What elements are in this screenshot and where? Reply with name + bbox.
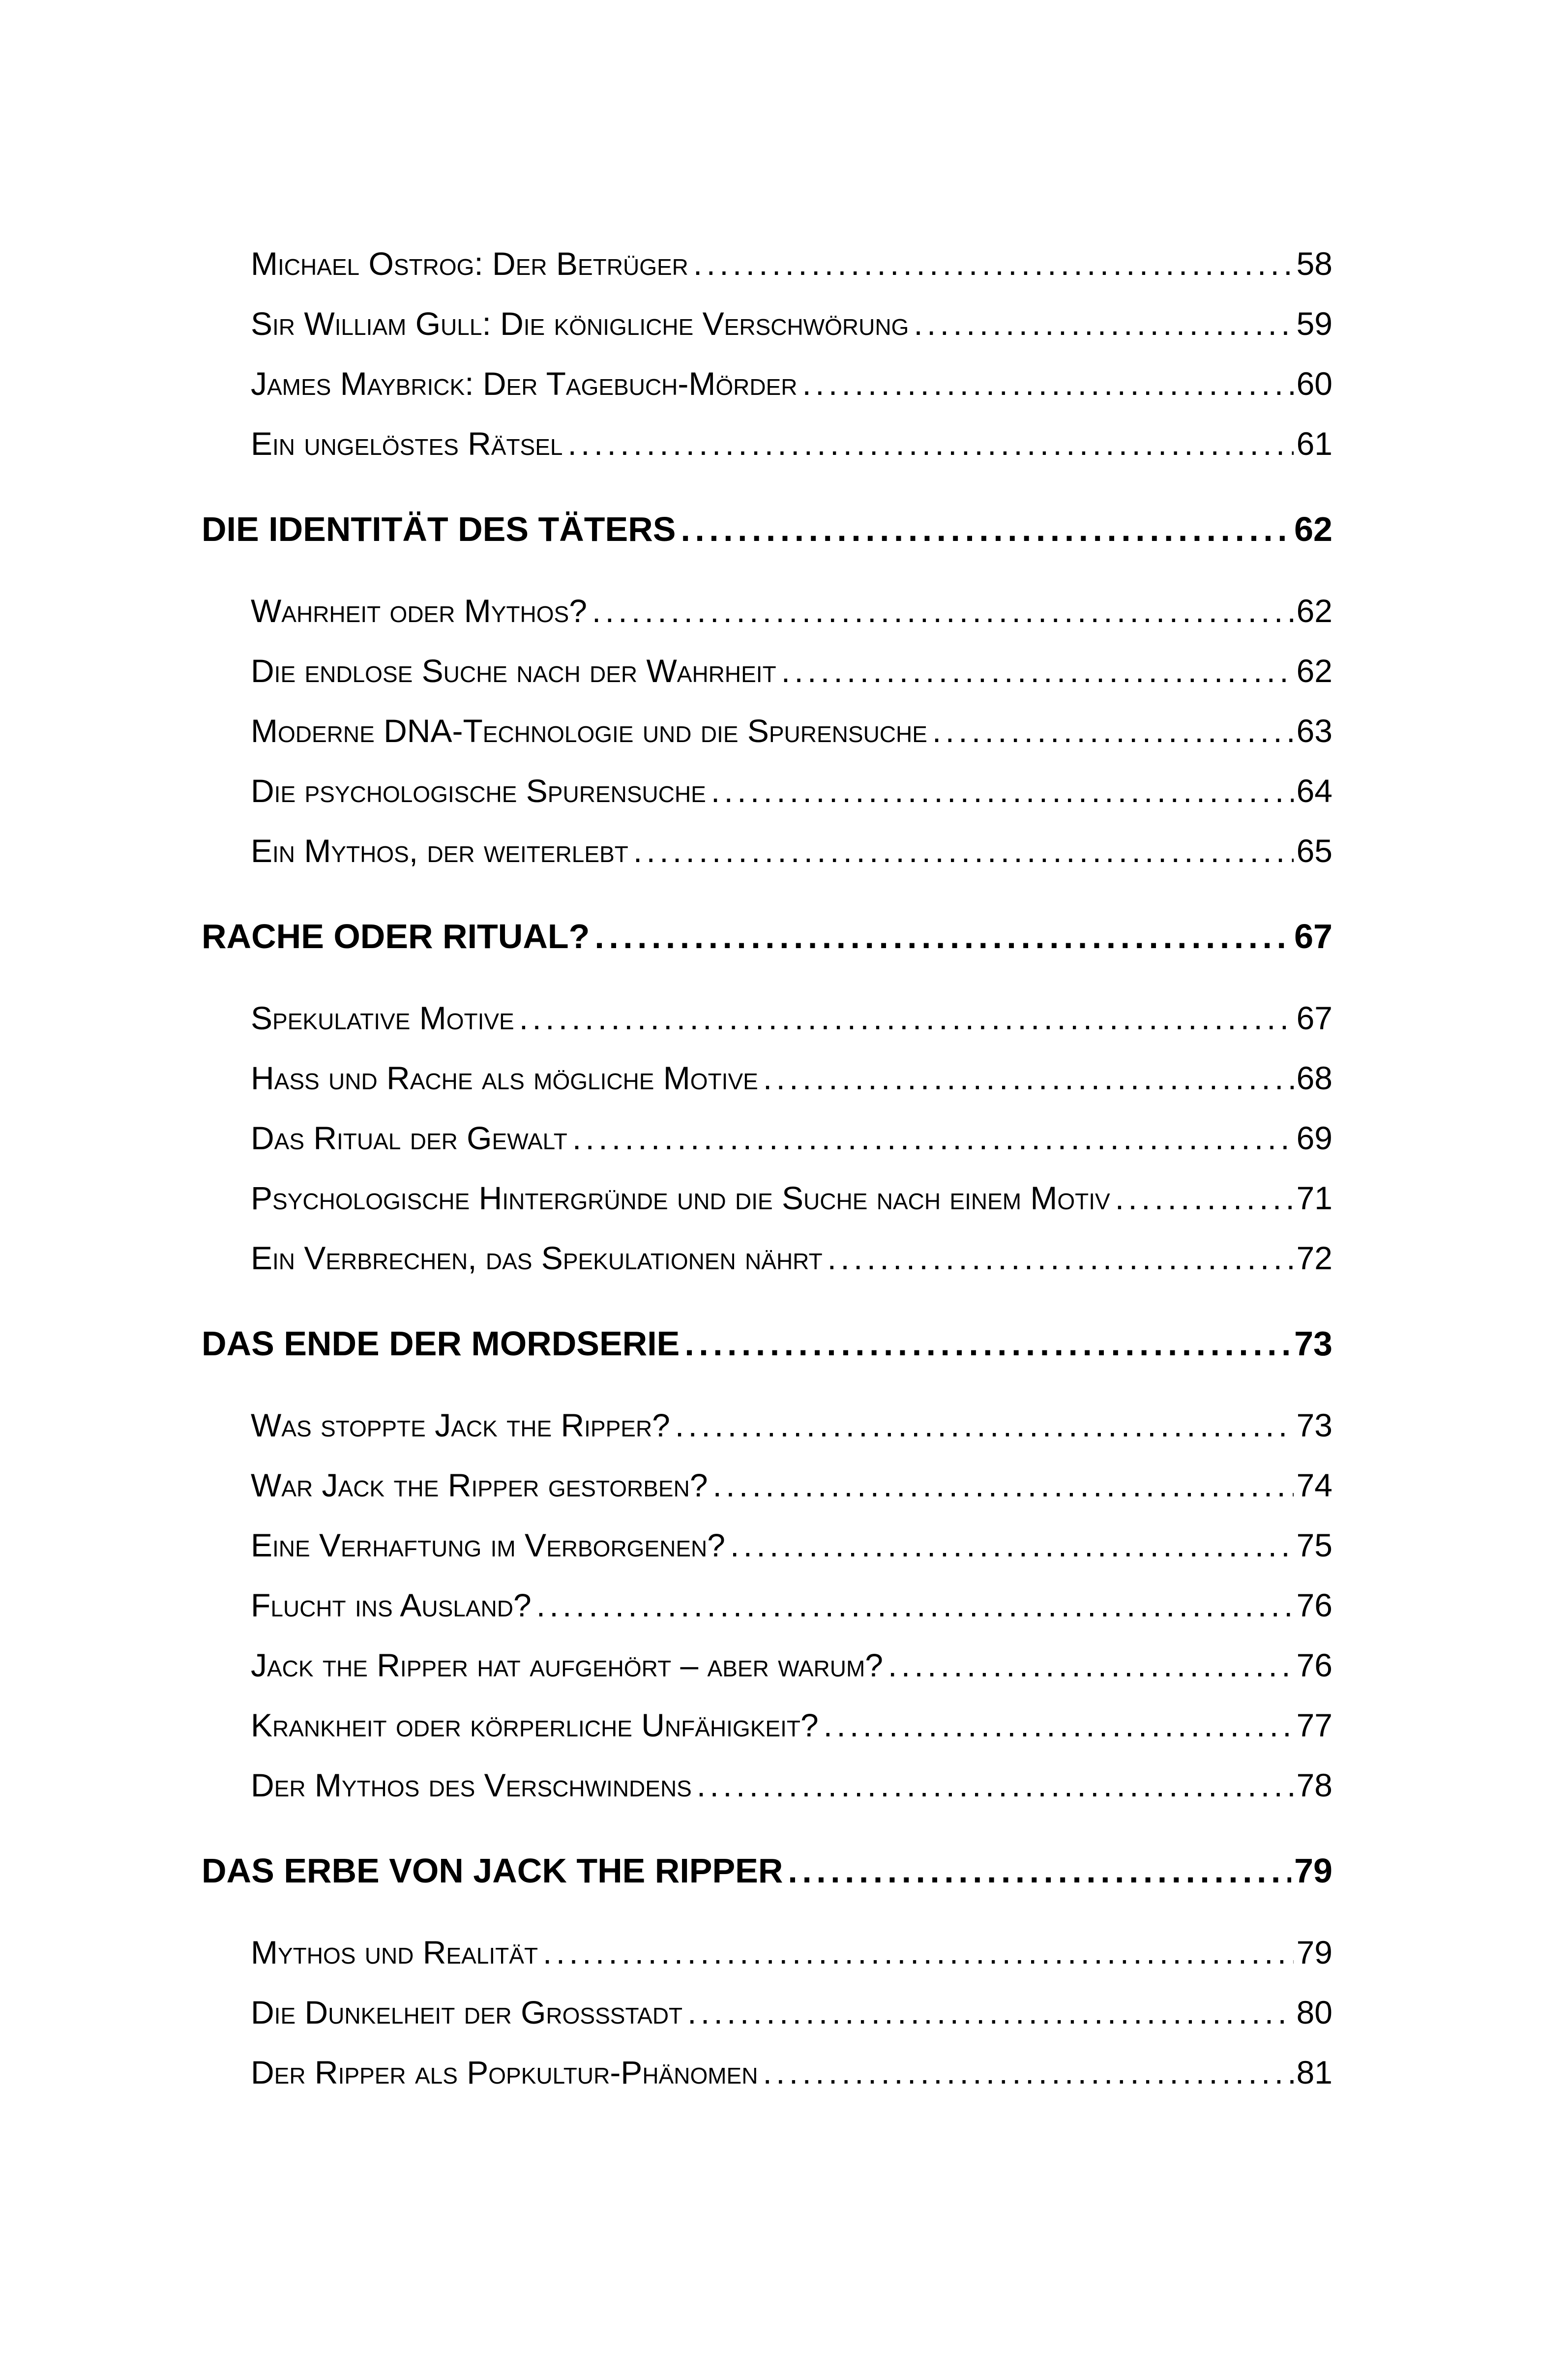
toc-section-entry bbox=[202, 1168, 1332, 1228]
toc-entry-title: Was stoppte Jack the Ripper? bbox=[251, 1407, 670, 1443]
toc-entry-title: Spekulative Motive bbox=[251, 1000, 514, 1036]
toc-entry-page-number: 78 bbox=[1296, 1767, 1332, 1803]
toc-entry-page-number: 79 bbox=[1294, 1851, 1332, 1890]
toc-section-entry bbox=[202, 1755, 1332, 1815]
toc-entry-title: Hass und Rache als mögliche Motive bbox=[251, 1060, 758, 1096]
toc-entry-page-number: 67 bbox=[1296, 1000, 1332, 1036]
toc-entry-title: Die endlose Suche nach der Wahrheit bbox=[251, 653, 776, 689]
toc-section-entry bbox=[202, 294, 1332, 354]
toc-entry-page-number: 76 bbox=[1296, 1647, 1332, 1683]
toc-section-entry bbox=[202, 1695, 1332, 1755]
toc-section-entry bbox=[202, 821, 1332, 881]
toc-section-entry bbox=[202, 1515, 1332, 1575]
dot-leader bbox=[888, 1635, 1294, 1695]
toc-entry-page-number: 81 bbox=[1296, 2054, 1332, 2090]
toc-section-entry bbox=[202, 761, 1332, 821]
toc-entry-page-number: 62 bbox=[1296, 653, 1332, 689]
toc-entry-page-number: 73 bbox=[1294, 1324, 1332, 1363]
toc-entry-title: RACHE ODER RITUAL? bbox=[202, 917, 590, 955]
toc-entry-page-number: 71 bbox=[1296, 1180, 1332, 1216]
toc-entry-title: Ein Verbrechen, das Spekulationen nährt bbox=[251, 1240, 823, 1276]
toc-entry-page-number: 61 bbox=[1296, 425, 1332, 462]
toc-entry-page-number: 75 bbox=[1296, 1527, 1332, 1563]
dot-leader bbox=[519, 988, 1294, 1048]
toc-entry-title: Der Mythos des Verschwindens bbox=[251, 1767, 692, 1803]
toc-entry-title: Moderne DNA-Technologie und die Spurensuche bbox=[251, 713, 927, 749]
toc-section-entry bbox=[202, 1108, 1332, 1168]
dot-leader bbox=[572, 1108, 1294, 1168]
toc-entry-title: Die psychologische Spurensuche bbox=[251, 773, 706, 809]
dot-leader bbox=[684, 1312, 1291, 1375]
toc-entry-title: Ein Mythos, der weiterlebt bbox=[251, 833, 628, 869]
dot-leader bbox=[543, 1922, 1294, 1982]
toc-section-entry bbox=[202, 1455, 1332, 1515]
toc-entry-page-number: 59 bbox=[1296, 305, 1332, 342]
toc-entry-page-number: 69 bbox=[1296, 1120, 1332, 1156]
dot-leader bbox=[1115, 1168, 1294, 1228]
toc-entry-title: Mythos und Realität bbox=[251, 1934, 538, 1970]
toc-entry-title: Wahrheit oder Mythos? bbox=[251, 593, 587, 629]
toc-entry-page-number: 62 bbox=[1294, 510, 1332, 548]
toc-section-entry bbox=[202, 1922, 1332, 1982]
dot-leader bbox=[828, 1228, 1294, 1288]
toc-section-entry bbox=[202, 414, 1332, 474]
dot-leader bbox=[592, 581, 1294, 641]
toc-entry-page-number: 63 bbox=[1296, 713, 1332, 749]
toc-entry-page-number: 58 bbox=[1296, 245, 1332, 282]
dot-leader bbox=[675, 1395, 1294, 1455]
dot-leader bbox=[781, 641, 1294, 701]
toc-entry-page-number: 79 bbox=[1296, 1934, 1332, 1970]
toc-entry-title: Eine Verhaftung im Verborgenen? bbox=[251, 1527, 725, 1563]
toc-chapter-entry bbox=[202, 1312, 1332, 1375]
dot-leader bbox=[536, 1575, 1294, 1635]
toc-entry-page-number: 72 bbox=[1296, 1240, 1332, 1276]
toc-entry-title: Flucht ins Ausland? bbox=[251, 1587, 532, 1623]
toc-section-entry bbox=[202, 641, 1332, 701]
toc-entry-title: War Jack the Ripper gestorben? bbox=[251, 1467, 708, 1503]
dot-leader bbox=[568, 414, 1294, 474]
toc-entry-title: Sir William Gull: Die königliche Verschwörung bbox=[251, 305, 909, 342]
toc-entry-title: Psychologische Hintergründe und die Suche nach einem Motiv bbox=[251, 1180, 1110, 1216]
dot-leader bbox=[763, 1048, 1294, 1108]
dot-leader bbox=[594, 904, 1291, 968]
toc-section-entry bbox=[202, 1228, 1332, 1288]
dot-leader bbox=[680, 497, 1291, 561]
toc-entry-page-number: 76 bbox=[1296, 1587, 1332, 1623]
table-of-contents bbox=[202, 234, 1332, 2102]
toc-entry-title: Krankheit oder körperliche Unfähigkeit? bbox=[251, 1707, 819, 1743]
toc-entry-title: Ein ungelöstes Rätsel bbox=[251, 425, 563, 462]
toc-section-entry bbox=[202, 988, 1332, 1048]
toc-section-entry bbox=[202, 1048, 1332, 1108]
toc-entry-page-number: 64 bbox=[1296, 773, 1332, 809]
dot-leader bbox=[687, 1982, 1293, 2042]
toc-section-entry bbox=[202, 1635, 1332, 1695]
toc-entry-page-number: 68 bbox=[1296, 1060, 1332, 1096]
toc-entry-page-number: 74 bbox=[1296, 1467, 1332, 1503]
toc-chapter-entry bbox=[202, 904, 1332, 968]
dot-leader bbox=[633, 821, 1294, 881]
toc-entry-title: DAS ENDE DER MORDSERIE bbox=[202, 1324, 680, 1363]
toc-section-entry bbox=[202, 701, 1332, 761]
toc-section-entry bbox=[202, 1982, 1332, 2042]
dot-leader bbox=[693, 234, 1294, 294]
toc-entry-page-number: 65 bbox=[1296, 833, 1332, 869]
toc-entry-title: Michael Ostrog: Der Betrüger bbox=[251, 245, 688, 282]
toc-entry-page-number: 77 bbox=[1296, 1707, 1332, 1743]
dot-leader bbox=[763, 2042, 1293, 2102]
toc-entry-page-number: 80 bbox=[1296, 1994, 1332, 2030]
dot-leader bbox=[802, 354, 1293, 414]
toc-entry-page-number: 60 bbox=[1296, 365, 1332, 402]
dot-leader bbox=[788, 1839, 1291, 1903]
toc-entry-title: DIE IDENTITÄT DES TÄTERS bbox=[202, 510, 676, 548]
toc-entry-title: Die Dunkelheit der Großstadt bbox=[251, 1994, 683, 2030]
dot-leader bbox=[697, 1755, 1294, 1815]
toc-entry-title: Der Ripper als Popkultur-Phänomen bbox=[251, 2054, 758, 2090]
toc-section-entry bbox=[202, 1395, 1332, 1455]
toc-section-entry bbox=[202, 234, 1332, 294]
dot-leader bbox=[932, 701, 1294, 761]
toc-section-entry bbox=[202, 581, 1332, 641]
dot-leader bbox=[711, 761, 1294, 821]
toc-entry-title: Jack the Ripper hat aufgehört – aber warum? bbox=[251, 1647, 884, 1683]
toc-entry-page-number: 62 bbox=[1296, 593, 1332, 629]
dot-leader bbox=[730, 1515, 1294, 1575]
toc-entry-page-number: 67 bbox=[1294, 917, 1332, 955]
toc-section-entry bbox=[202, 354, 1332, 414]
dot-leader bbox=[713, 1455, 1294, 1515]
toc-chapter-entry bbox=[202, 497, 1332, 561]
toc-section-entry bbox=[202, 1575, 1332, 1635]
toc-chapter-entry bbox=[202, 1839, 1332, 1903]
toc-list bbox=[202, 234, 1332, 2102]
dot-leader bbox=[824, 1695, 1294, 1755]
toc-entry-title: James Maybrick: Der Tagebuch-Mörder bbox=[251, 365, 798, 402]
toc-entry-page-number: 73 bbox=[1296, 1407, 1332, 1443]
toc-section-entry bbox=[202, 2042, 1332, 2102]
dot-leader bbox=[914, 294, 1293, 354]
toc-entry-title: Das Ritual der Gewalt bbox=[251, 1120, 567, 1156]
toc-entry-title: DAS ERBE VON JACK THE RIPPER bbox=[202, 1851, 783, 1890]
